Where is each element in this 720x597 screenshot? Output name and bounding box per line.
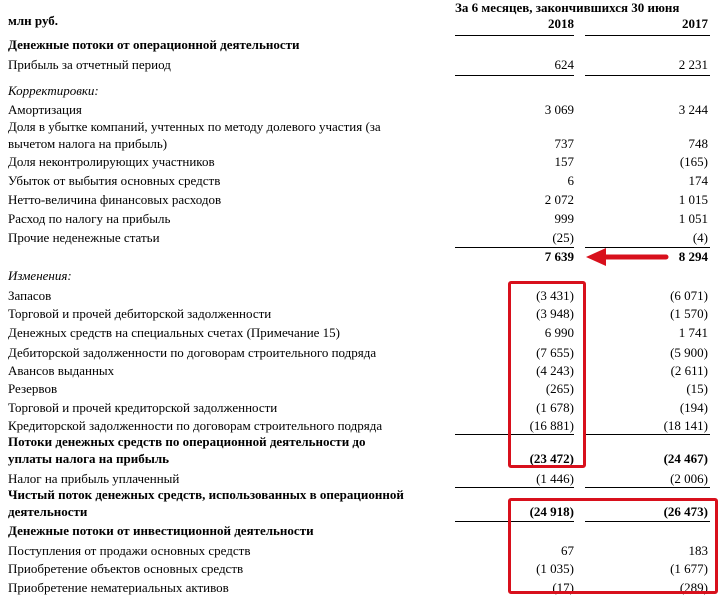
row-value-2018: 3 069: [544, 102, 574, 117]
row-label: Убыток от выбытия основных средств: [8, 173, 221, 188]
row-label: Доля в убытке компаний, учтенных по методу долевого участия (за: [8, 119, 381, 134]
row-value-2018: 999: [554, 211, 574, 226]
row-value-2017: 1 051: [678, 211, 708, 226]
row-value-2018: 737: [554, 136, 574, 151]
row-value-2017: (6 071): [670, 288, 708, 303]
year-2018-header: 2018: [548, 16, 574, 31]
row-value-2017: 1 741: [678, 325, 708, 340]
row-value-2018: 67: [561, 543, 574, 558]
row-value-2018: (4 243): [536, 363, 574, 378]
rule-2017: [585, 434, 710, 435]
row-label: Торговой и прочей кредиторской задолженности: [8, 400, 278, 415]
row-label: Резервов: [8, 381, 58, 396]
row-value-2018: (1 678): [536, 400, 574, 415]
row-label: Прочие неденежные статьи: [8, 230, 160, 245]
row-value-2018: (25): [552, 230, 574, 245]
row-label: вычетом налога на прибыль): [8, 136, 168, 151]
row-value-2017: (5 900): [670, 345, 708, 360]
period-header: За 6 месяцев, закончившихся 30 июня: [455, 0, 680, 15]
row-label: Кредиторской задолженности по договорам строительного подряда: [8, 418, 383, 433]
row-label: Потоки денежных средств по операционной деятельности до: [8, 434, 366, 449]
row-label: Торговой и прочей дебиторской задолженности: [8, 306, 272, 321]
row-value-2017: 174: [688, 173, 708, 188]
row-value-2017: (15): [686, 381, 708, 396]
row-label: деятельности: [8, 504, 88, 519]
row-label: Прибыль за отчетный период: [8, 57, 171, 72]
row-value-2017: (165): [679, 154, 708, 169]
row-value-2017: 2 231: [678, 57, 708, 72]
row-label: Приобретение нематериальных активов: [8, 580, 229, 595]
row-label: Нетто-величина финансовых расходов: [8, 192, 222, 207]
highlight-box-investing: [508, 498, 718, 594]
row-value-2018: 2 072: [544, 192, 574, 207]
row-value-2017: (2 611): [670, 363, 708, 378]
row-label: Запасов: [8, 288, 52, 303]
row-value-2017: (1 677): [670, 561, 708, 576]
row-value-2018: 6: [567, 173, 574, 188]
row-value-2018: (23 472): [529, 451, 574, 466]
row-value-2017: (1 570): [670, 306, 708, 321]
row-label: Амортизация: [8, 102, 82, 117]
row-value-2017: (18 141): [663, 418, 708, 433]
subtotal-value-2018: 7 639: [544, 249, 574, 264]
row-value-2018: (3 431): [536, 288, 574, 303]
row-value-2018: (7 655): [536, 345, 574, 360]
row-value-2017: (2 006): [670, 471, 708, 486]
row-value-2017: 1 015: [678, 192, 708, 207]
row-value-2018: (24 918): [529, 504, 574, 519]
row-value-2017: (4): [692, 230, 708, 245]
row-value-2017: (24 467): [663, 451, 708, 466]
row-value-2018: (1 035): [536, 561, 574, 576]
row-value-2017: (194): [679, 400, 708, 415]
row-value-2018: (1 446): [536, 471, 574, 486]
rule-2018: [455, 487, 574, 488]
row-value-2017: (289): [679, 580, 708, 595]
row-value-2018: 624: [554, 57, 574, 72]
row-value-2017: (26 473): [663, 504, 708, 519]
row-value-2017: 183: [688, 543, 708, 558]
highlight-box-changes-2018: [508, 281, 586, 468]
row-label: Расход по налогу на прибыль: [8, 211, 171, 226]
row-label: Доля неконтролирующих участников: [8, 154, 215, 169]
section-investing-label: Денежные потоки от инвестиционной деятельности: [8, 523, 314, 538]
row-value-2018: (16 881): [529, 418, 574, 433]
row-label: Поступления от продажи основных средств: [8, 543, 251, 558]
row-label: Приобретение объектов основных средств: [8, 561, 244, 576]
row-label: Налог на прибыль уплаченный: [8, 471, 180, 486]
row-value-2018: (3 948): [536, 306, 574, 321]
row-label: Денежных средств на специальных счетах (Примечание 15): [8, 325, 340, 340]
units-label: млн руб.: [8, 13, 59, 28]
rule-2017: [585, 487, 710, 488]
adjustments-heading: Корректировки:: [8, 83, 99, 98]
row-label: Дебиторской задолженности по договорам строительного подряда: [8, 345, 377, 360]
row-label: Чистый поток денежных средств, использованных в операционной: [8, 487, 404, 502]
section-operating-label: Денежные потоки от операционной деятельности: [8, 37, 300, 52]
row-value-2018: (265): [545, 381, 574, 396]
row-label: уплаты налога на прибыль: [8, 451, 170, 466]
changes-heading: Изменения:: [8, 268, 72, 283]
row-value-2017: 748: [688, 136, 708, 151]
subtotal-value-2017: 8 294: [678, 249, 708, 264]
row-value-2018: (17): [552, 580, 574, 595]
row-value-2017: 3 244: [678, 102, 708, 117]
row-value-2018: 157: [554, 154, 574, 169]
year-2017-header: 2017: [682, 16, 708, 31]
row-value-2018: 6 990: [544, 325, 574, 340]
row-label: Авансов выданных: [8, 363, 115, 378]
